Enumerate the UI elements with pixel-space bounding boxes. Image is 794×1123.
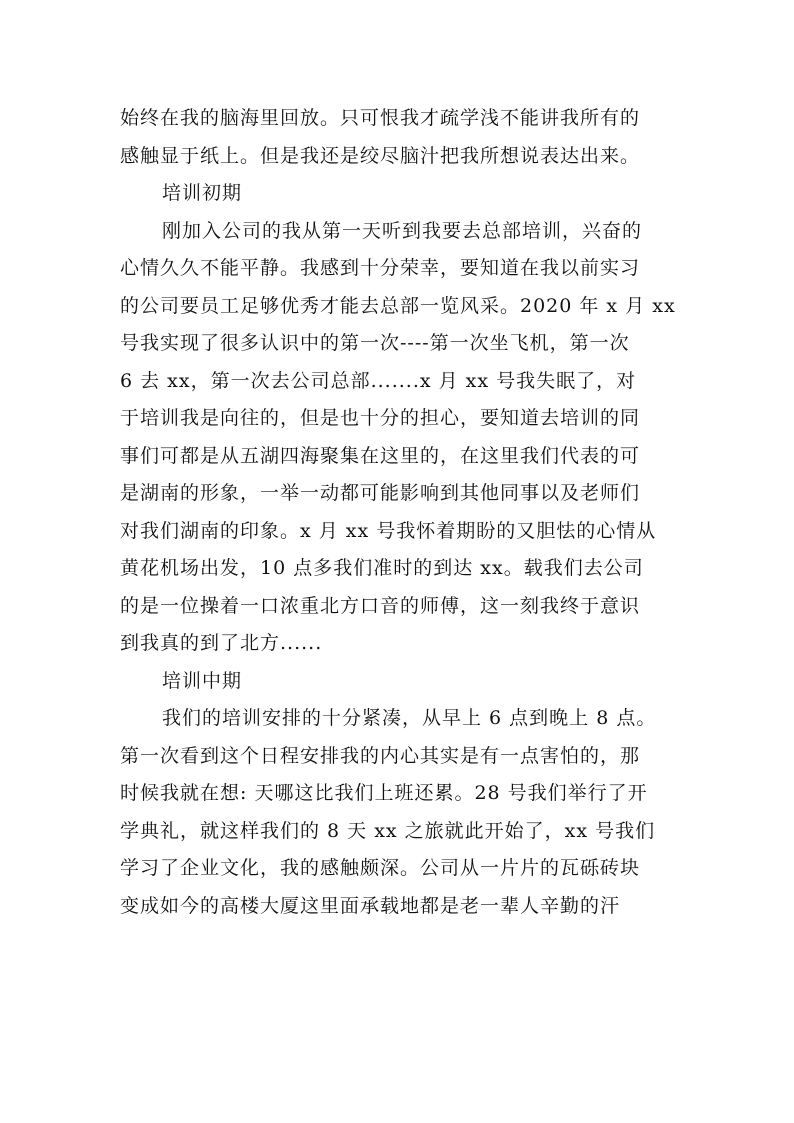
paragraph-line: 的是一位操着一口浓重北方口音的师傅，这一刻我终于意识 [120,594,641,617]
document-page [120,100,688,925]
paragraph-line: 始终在我的脑海里回放。只可恨我才疏学浅不能讲我所有的 [120,107,641,129]
paragraph-line: 事们可都是从五湖四海聚集在这里的，在这里我们代表的可 [120,444,641,467]
paragraph-line: 于培训我是向往的，但是也十分的担心，要知道去培训的同 [120,407,641,429]
paragraph-line: 到我真的到了北方...... [120,632,323,654]
section-heading: 培训初期 [162,182,243,204]
paragraph-line: 第一次看到这个日程安排我的内心其实是有一点害怕的，那 [120,744,641,767]
paragraph-first-line: 刚加入公司的我从第一天听到我要去总部培训，兴奋的 [162,219,643,242]
paragraph-line: 的公司要员工足够优秀才能去总部一览风采。2020 年 x 月 xx [120,294,676,317]
paragraph-line: 学典礼，就这样我们的 8 天 xx 之旅就此开始了，xx 号我们 [120,819,656,842]
paragraph-line: 6 去 xx，第一次去公司总部.......x 月 xx 号我失眠了，对 [120,369,637,392]
paragraph-line: 号我实现了很多认识中的第一次----第一次坐飞机，第一次 [120,332,630,354]
paragraph-line: 感触显于纸上。但是我还是绞尽脑汁把我所想说表达出来。 [120,144,641,167]
paragraph-line: 对我们湖南的印象。x 月 xx 号我怀着期盼的又胆怯的心情从 [120,519,657,542]
paragraph-line: 黄花机场出发，10 点多我们准时的到达 xx。载我们去公司 [120,557,644,579]
paragraph-first-line: 我们的培训安排的十分紧凑，从早上 6 点到晚上 8 点。 [162,707,657,729]
paragraph-line: 变成如今的高楼大厦这里面承载地都是老一辈人辛勤的汗 [120,894,621,917]
paragraph-line: 心情久久不能平静。我感到十分荣幸，要知道在我以前实习 [120,257,641,279]
paragraph-line: 学习了企业文化，我的感触颇深。公司从一片片的瓦砾砖块 [120,857,641,879]
section-heading: 培训中期 [162,669,243,692]
paragraph-line: 时候我就在想: 天哪这比我们上班还累。28 号我们举行了开 [120,782,648,804]
paragraph-line: 是湖南的形象，一举一动都可能影响到其他同事以及老师们 [120,482,641,504]
